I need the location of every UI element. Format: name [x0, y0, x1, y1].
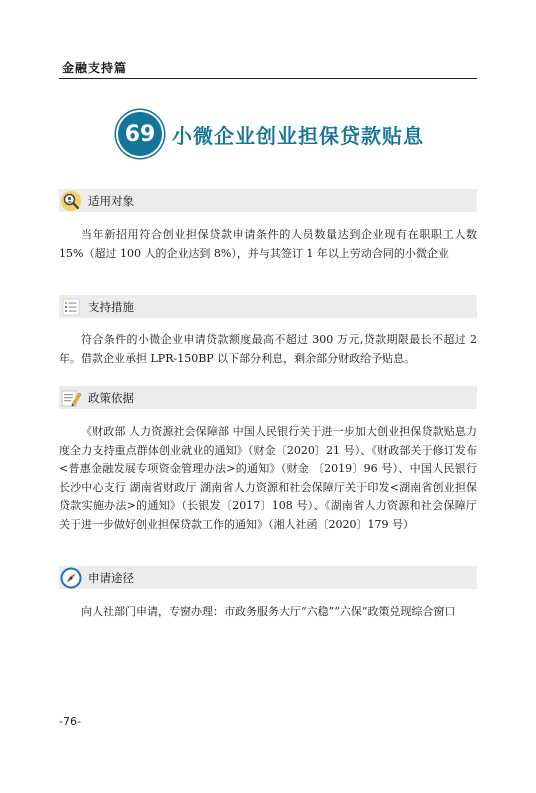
header-title: 金融支持篇 [62, 61, 128, 75]
section-header-basis [59, 386, 477, 409]
section-text-measures: 符合条件的小微企业申请贷款额度最高不超过 300 万元,贷款期限最长不超过 2 年。借款企业承担 LPR-150BP 以下部分利息，剩余部分财政给予贴息。 [59, 333, 477, 365]
section-text-eligibility: 当年新招用符合创业担保贷款申请条件的人员数量达到企业现有在职职工人数 15%（超过 100 人的企业达到 8%），并与其签订 1 年以上劳动合同的小微企业 [59, 228, 477, 260]
section-header-application [59, 566, 477, 589]
section-label-eligibility: 适用对象 [88, 193, 134, 208]
section-label-measures: 支持措施 [88, 299, 134, 314]
main-heading [118, 112, 424, 156]
document-pencil-icon [59, 386, 82, 409]
header-rule [59, 78, 477, 79]
item-number-badge: 69 [118, 112, 162, 156]
section-header-eligibility [59, 189, 477, 212]
section-header-measures [59, 295, 477, 318]
compass-icon [59, 566, 82, 589]
page-number: -76- [59, 715, 81, 728]
section-text-application: 向人社部门申请，专窗办理：市政务服务大厅“六稳”“六保”政策兑现综合窗口 [81, 605, 456, 618]
page-title: 小微企业创业担保贷款贴息 [172, 123, 424, 148]
list-icon [59, 295, 82, 318]
section-label-basis: 政策依据 [88, 390, 134, 405]
magnifier-person-icon [59, 189, 82, 212]
section-text-basis: 《财政部 人力资源社会保障部 中国人民银行关于进一步加大创业担保贷款贴息力度全力支持重点群体创业就业的通知》（财金〔2020〕21 号）、《财政部关于修订发布<普惠金融发展专项资金管理办法>的通知》（财金 〔2019〕96 号）、中国人民银行长沙中心支行 湖南省财政厅 湖南省人力资源和社会保障厅关于印发<湖南省创业担保贷款实施办法>的通知》（长银发〔2017〕108 号）、《湖南省人力资源和社会保障厅关于进一步做好创业担保贷款工作的通知》（湘人社函〔2020〕179 号） [59, 425, 477, 531]
section-label-application: 申请途径 [88, 570, 134, 585]
